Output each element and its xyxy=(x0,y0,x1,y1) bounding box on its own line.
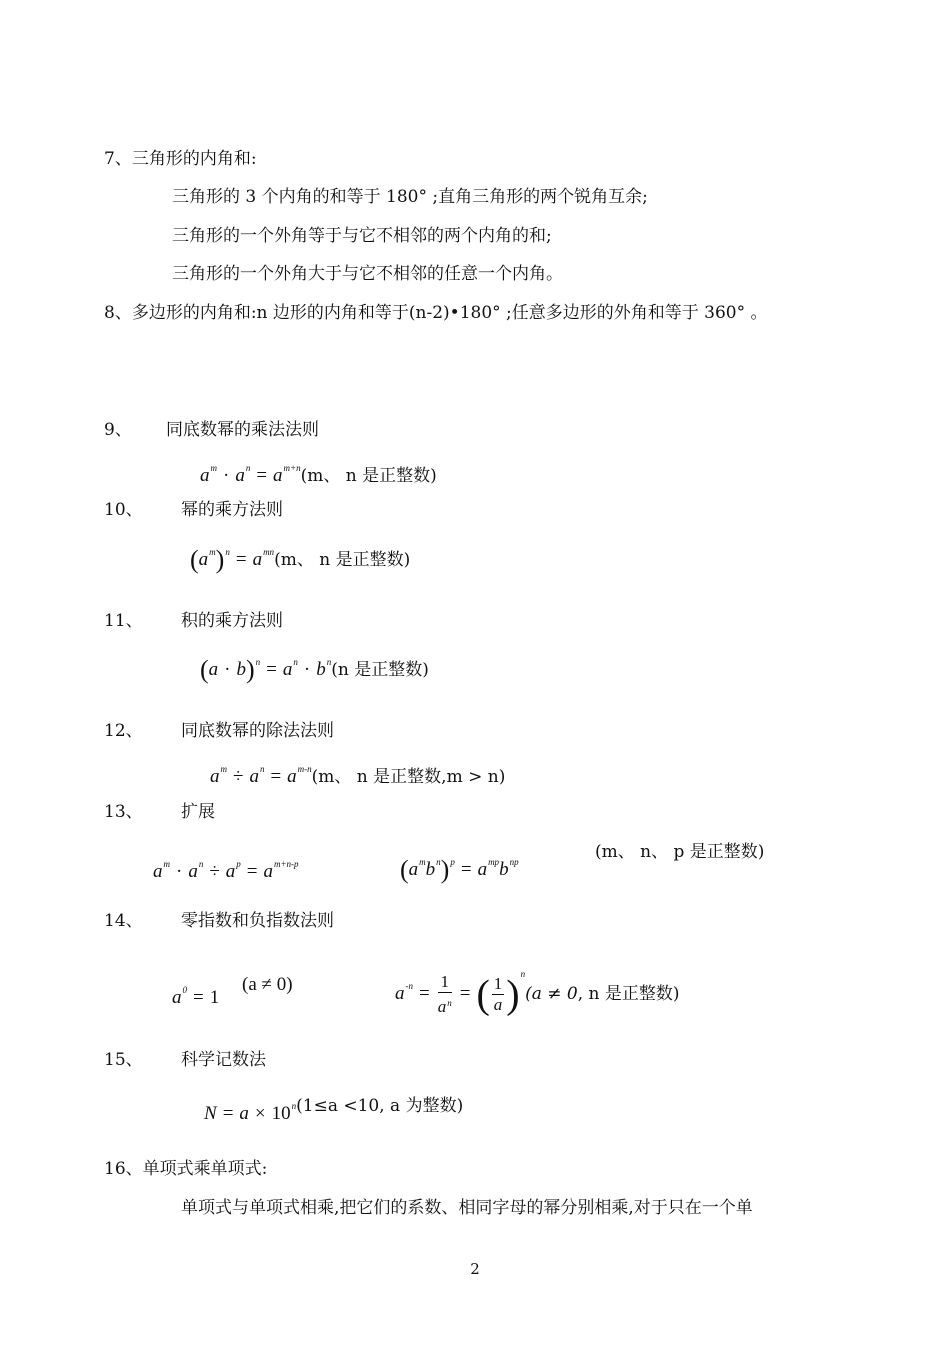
section-14-number: 14、 xyxy=(104,911,143,931)
section-10-number: 10、 xyxy=(104,500,143,520)
page-number: 2 xyxy=(470,1260,480,1278)
formula-zero-exponent: $a^0 = 1$ xyxy=(172,985,220,1008)
formula-negative-exponent: $a^{-n}$ = $\frac{1}{a^n}$ = ( $\frac{1}{a}$ )$^n$(a ≠ 0, n 是正整数) xyxy=(395,969,680,1017)
section-10-condition: (m、 n 是正整数) xyxy=(274,550,411,570)
section-15-condition: (1≤a <10, a 为整数) xyxy=(296,1096,464,1116)
section-14-condition-zero: (a ≠ 0) xyxy=(242,974,293,995)
formula-power-of-product: $(a \cdot b)^n = a^n \cdot b^n(n$ 是正整数) xyxy=(200,655,429,684)
section-12-title: 同底数幂的除法法则 xyxy=(181,721,334,741)
section-16-heading: 16、单项式乘单项式: xyxy=(104,1159,268,1179)
section-14-title: 零指数和负指数法则 xyxy=(181,911,334,931)
section-7-line-2: 三角形的一个外角等于与它不相邻的两个内角的和; xyxy=(172,226,552,246)
formula-power-of-power: $(a^m)^n = a^{mn}(m$、 n 是正整数) xyxy=(190,545,411,574)
section-12-condition: (m、 n 是正整数,m > n) xyxy=(311,767,506,787)
section-15-title: 科学记数法 xyxy=(181,1050,266,1070)
section-7-heading: 7、三角形的内角和: xyxy=(104,149,257,169)
section-8-heading: 8、多边形的内角和:n 边形的内角和等于(n-2)•180° ;任意多边形的外角和等于 360° 。 xyxy=(104,303,768,323)
formula-scientific-notation: $N = a \times 10^n(1\le a <10$, a 为整数) xyxy=(204,1096,464,1124)
section-9-condition: (m、 n 是正整数) xyxy=(300,466,437,486)
section-9-number: 9、 xyxy=(104,420,132,440)
section-7-line-1: 三角形的 3 个内角的和等于 180° ;直角三角形的两个锐角互余; xyxy=(172,187,648,207)
section-10-title: 幂的乘方法则 xyxy=(181,500,283,520)
section-13-condition: (m、 n、 p 是正整数) xyxy=(595,842,765,862)
section-13-number: 13、 xyxy=(104,802,143,822)
formula-product-of-powers: $a^m \cdot a^n = a^{m+n}(m$、 n 是正整数) xyxy=(200,463,437,486)
section-9-title: 同底数幂的乘法法则 xyxy=(166,420,319,440)
section-12-number: 12、 xyxy=(104,721,143,741)
section-14-condition-neg: (a ≠ 0 xyxy=(525,984,578,1004)
formula-extension-2: $(a^mb^n)^p = a^{mp}b^{np}$ xyxy=(400,855,519,884)
section-11-number: 11、 xyxy=(104,611,143,631)
section-14-condition-neg-b: , n 是正整数) xyxy=(577,984,680,1004)
section-11-title: 积的乘方法则 xyxy=(181,611,283,631)
section-13-title: 扩展 xyxy=(181,802,215,822)
formula-quotient-of-powers: $a^m \div a^n = a^{m-n}(m$、 n 是正整数,m > n) xyxy=(210,764,506,787)
section-16-line-1: 单项式与单项式相乘,把它们的系数、相同字母的幂分别相乘,对于只在一个单 xyxy=(181,1198,753,1218)
section-7-line-3: 三角形的一个外角大于与它不相邻的任意一个内角。 xyxy=(172,264,563,284)
formula-extension-1: $a^m \cdot a^n \div a^p = a^{m+n-p}$ xyxy=(153,859,299,882)
section-15-number: 15、 xyxy=(104,1050,143,1070)
section-11-condition: (n 是正整数) xyxy=(331,660,429,680)
